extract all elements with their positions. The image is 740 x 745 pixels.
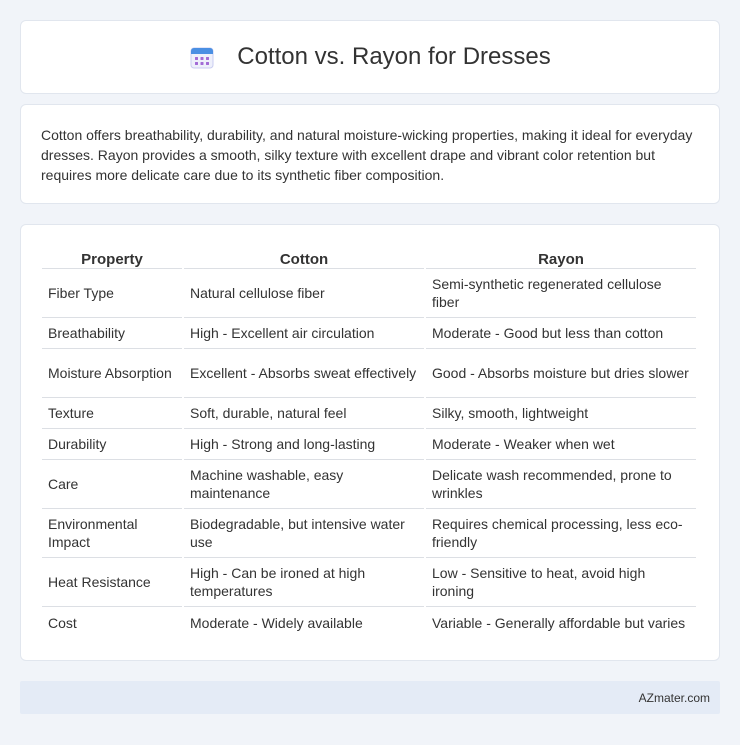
calendar-icon (189, 44, 215, 70)
table-row (42, 429, 696, 460)
row-cotton: High - Excellent air circulation (184, 318, 424, 349)
header-property: Property (42, 245, 182, 269)
page-title: Cotton vs. Rayon for Dresses (237, 43, 551, 70)
table-row (42, 398, 696, 429)
row-cotton: High - Can be ironed at high temperatures (184, 558, 424, 607)
table-row (42, 460, 696, 509)
row-rayon: Moderate - Good but less than cotton (426, 318, 696, 349)
row-cotton: Moderate - Widely available (190, 614, 363, 631)
row-property: Breathability (42, 318, 182, 349)
row-cotton: Biodegradable, but intensive water use (184, 509, 424, 558)
table-row (42, 269, 696, 318)
table-row (42, 607, 696, 638)
table-row (42, 558, 696, 607)
row-cotton: High - Strong and long-lasting (184, 429, 424, 460)
comparison-table-card (20, 224, 720, 661)
footer (20, 681, 720, 714)
table-row (42, 509, 696, 558)
row-property: Heat Resistance (42, 558, 182, 607)
row-rayon: Low - Sensitive to heat, avoid high ironing (426, 558, 696, 607)
row-property: Environmental Impact (42, 509, 182, 558)
footer-brand[interactable]: AZmater.com (638, 690, 710, 705)
row-cotton: Natural cellulose fiber (184, 269, 424, 318)
row-rayon: Delicate wash recommended, prone to wrinkles (426, 460, 696, 509)
row-rayon: Good - Absorbs moisture but dries slower (426, 349, 696, 398)
table-row (42, 318, 696, 349)
row-property: Durability (42, 429, 182, 460)
table-row (42, 349, 696, 398)
row-rayon: Semi-synthetic regenerated cellulose fiber (426, 269, 696, 318)
row-property: Care (42, 460, 182, 509)
row-property: Cost (48, 614, 77, 631)
row-rayon: Moderate - Weaker when wet (426, 429, 696, 460)
row-property: Fiber Type (42, 269, 182, 318)
comparison-table (40, 245, 698, 638)
row-cotton: Excellent - Absorbs sweat effectively (184, 349, 424, 398)
row-property: Texture (42, 398, 182, 429)
row-rayon: Requires chemical processing, less eco-friendly (426, 509, 696, 558)
intro-text: Cotton offers breathability, durability, and natural moisture-wicking properties, making it ideal for everyday dresses. Rayon provides a smooth, silky texture with excellent drape and vibrant color retention but requires more delicate care due to its synthetic fiber composition. (41, 127, 693, 183)
header-rayon: Rayon (426, 245, 696, 269)
intro-card (20, 104, 720, 204)
table-header-row (42, 245, 696, 269)
row-property: Moisture Absorption (42, 349, 182, 398)
row-rayon: Variable - Generally affordable but varies (432, 614, 686, 631)
row-cotton: Soft, durable, natural feel (184, 398, 424, 429)
header-cotton: Cotton (184, 245, 424, 269)
row-cotton: Machine washable, easy maintenance (184, 460, 424, 509)
row-rayon: Silky, smooth, lightweight (426, 398, 696, 429)
title-card (20, 20, 720, 94)
